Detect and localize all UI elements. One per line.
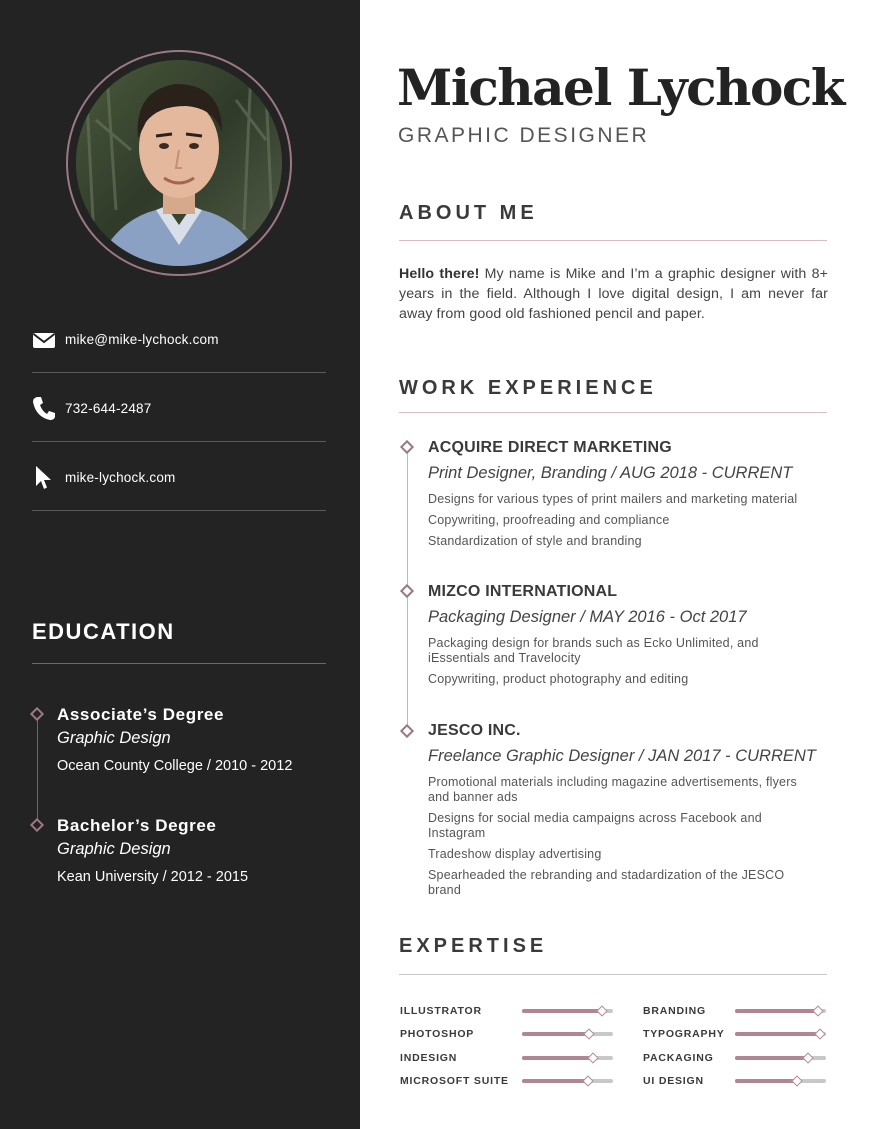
job-company: ACQUIRE DIRECT MARKETING xyxy=(428,439,672,456)
timeline-diamond-icon xyxy=(400,584,414,598)
website-text: mike-lychock.com xyxy=(65,470,176,485)
work-divider xyxy=(399,412,827,413)
education-divider xyxy=(32,663,326,664)
job-entry xyxy=(428,722,828,904)
education-item xyxy=(57,816,347,885)
degree-title: Bachelor’s Degree xyxy=(57,816,217,835)
timeline-diamond-icon xyxy=(30,707,44,721)
degree-title: Associate’s Degree xyxy=(57,705,225,724)
job-company: MIZCO INTERNATIONAL xyxy=(428,583,618,600)
skill-bar xyxy=(735,1056,826,1060)
envelope-icon xyxy=(32,326,56,352)
contact-phone[interactable] xyxy=(32,372,326,442)
skill-label: MICROSOFT SUITE xyxy=(400,1075,509,1087)
skill-diamond-icon xyxy=(596,1005,607,1016)
job-duty: Designs for social media campaigns across Facebook and Instagram xyxy=(428,811,762,840)
skill-bar xyxy=(735,1009,826,1013)
sidebar xyxy=(0,0,360,1129)
skill-bar xyxy=(522,1032,613,1036)
timeline-diamond-icon xyxy=(30,818,44,832)
skill-label: BRANDING xyxy=(643,1005,706,1017)
about-greeting: Hello there! xyxy=(399,266,480,282)
skill-diamond-icon xyxy=(582,1075,593,1086)
expertise-divider xyxy=(399,974,827,975)
skill-bar xyxy=(735,1079,826,1083)
email-text: mike@mike-lychock.com xyxy=(65,332,219,347)
profile-photo xyxy=(76,60,282,266)
contact-email[interactable] xyxy=(32,303,326,373)
skill-label: ILLUSTRATOR xyxy=(400,1005,482,1017)
job-duty: Spearheaded the rebranding and stadardization of the JESCO brand xyxy=(428,868,785,897)
degree-field: Graphic Design xyxy=(57,840,171,858)
skill-bar-fill xyxy=(522,1079,588,1083)
about-body: My name is Mike and I’m a graphic designer with 8+ years in the field. Although I love digital design, I am never far away from good old fashioned pencil and paper. xyxy=(399,266,828,322)
education-timeline xyxy=(37,720,38,826)
job-duty: Packaging design for brands such as Ecko Unlimited, and iEssentials and Travelocity xyxy=(428,636,759,665)
work-heading: WORK EXPERIENCE xyxy=(399,377,657,399)
timeline-diamond-icon xyxy=(400,440,414,454)
job-duty: Promotional materials including magazine advertisements, flyers and banner ads xyxy=(428,775,798,804)
profile-photo-frame xyxy=(66,50,292,276)
job-duties xyxy=(428,636,798,687)
job-duty: Standardization of style and branding xyxy=(428,534,642,548)
timeline-diamond-icon xyxy=(400,724,414,738)
skill-bar-fill xyxy=(735,1079,797,1083)
job-duty: Copywriting, proofreading and compliance xyxy=(428,513,670,527)
skill-bar-fill xyxy=(735,1056,808,1060)
phone-text: 732-644-2487 xyxy=(65,401,152,416)
cursor-icon xyxy=(32,464,56,490)
skill-bar-fill xyxy=(522,1032,589,1036)
person-title: GRAPHIC DESIGNER xyxy=(398,124,650,147)
contact-website[interactable] xyxy=(32,441,326,511)
job-duty: Tradeshow display advertising xyxy=(428,847,602,861)
skill-bar xyxy=(735,1032,826,1036)
skill-label: PHOTOSHOP xyxy=(400,1028,475,1040)
person-name: Michael Lychock xyxy=(397,58,844,117)
expertise-heading: EXPERTISE xyxy=(399,935,548,957)
job-entry xyxy=(428,583,828,693)
skill-diamond-icon xyxy=(814,1028,825,1039)
skill-bar-fill xyxy=(735,1009,818,1013)
skill-bar xyxy=(522,1009,613,1013)
job-duty: Copywriting, product photography and editing xyxy=(428,672,689,686)
skill-label: UI DESIGN xyxy=(643,1075,704,1087)
skill-bar-fill xyxy=(735,1032,820,1036)
skill-diamond-icon xyxy=(587,1052,598,1063)
degree-school: Ocean County College / 2010 - 2012 xyxy=(57,758,293,774)
education-item xyxy=(57,705,347,774)
skill-label: TYPOGRAPHY xyxy=(643,1028,725,1040)
job-role: Freelance Graphic Designer / JAN 2017 - CURRENT xyxy=(428,747,816,765)
job-duty: Designs for various types of print mailers and marketing material xyxy=(428,492,798,506)
skill-bar-fill xyxy=(522,1056,593,1060)
phone-icon xyxy=(32,395,56,421)
job-entry xyxy=(428,439,828,555)
skill-diamond-icon xyxy=(583,1028,594,1039)
skill-label: INDESIGN xyxy=(400,1052,458,1064)
skill-bar xyxy=(522,1056,613,1060)
job-role: Print Designer, Branding / AUG 2018 - CURRENT xyxy=(428,464,793,482)
skill-label: PACKAGING xyxy=(643,1052,714,1064)
about-divider xyxy=(399,240,827,241)
job-role: Packaging Designer / MAY 2016 - Oct 2017 xyxy=(428,608,747,626)
job-company: JESCO INC. xyxy=(428,722,521,739)
job-duties xyxy=(428,775,803,898)
job-duties xyxy=(428,492,828,549)
about-heading: ABOUT ME xyxy=(399,202,538,224)
skill-diamond-icon xyxy=(802,1052,813,1063)
degree-field: Graphic Design xyxy=(57,729,171,747)
skill-bar-fill xyxy=(522,1009,602,1013)
about-text xyxy=(399,264,828,324)
skill-diamond-icon xyxy=(812,1005,823,1016)
skill-bar xyxy=(522,1079,613,1083)
education-heading: EDUCATION xyxy=(32,619,175,644)
skill-diamond-icon xyxy=(791,1075,802,1086)
degree-school: Kean University / 2012 - 2015 xyxy=(57,869,249,885)
